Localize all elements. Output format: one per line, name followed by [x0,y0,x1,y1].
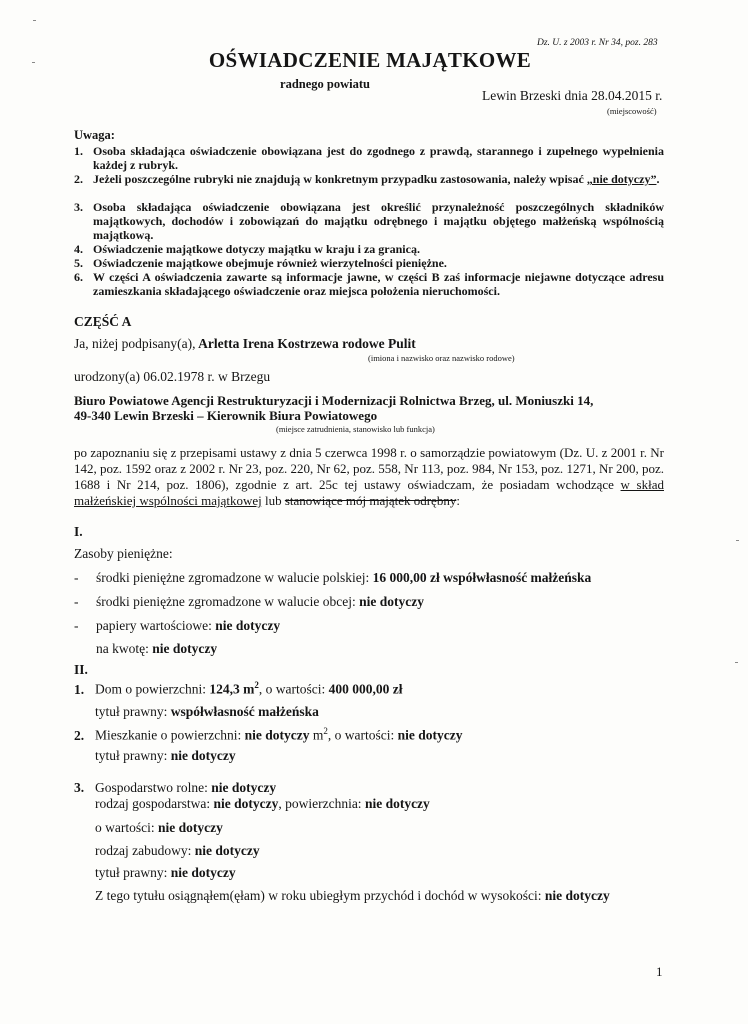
scan-speck [735,662,738,663]
scan-speck [736,540,739,541]
farm-title-line: tytuł prawny: nie dotyczy [95,865,236,880]
note-number: 1. [74,144,83,158]
section-i-heading: I. [74,524,83,539]
struck-separate-property: stanowiące mój majątek odrębny [284,493,457,508]
note-item [74,144,664,172]
declarant-line: Ja, niżej podpisany(a), Arletta Irena Kostrzewa rodowe Pulit [74,336,416,351]
flat-line: 2. Mieszkanie o powierzchni: nie dotyczy $m^2$, o wartości: nie dotyczy [74,726,463,743]
statement-paragraph: po zapoznaniu się z przepisami ustawy z dnia 5 czerwca 1998 r. o samorządzie powiatowym (Dz. U. z 2001 r. Nr 142, poz. 1592 oraz z 2002 r. Nr 23, poz. 220, Nr 62, poz. 558, Nr 113, poz. 984, Nr 153, poz. 1271, Nr 200, poz. 1688 i Nr 214, poz. 1806), zgodnie z art. 25c tej ustawy oświadczam, że posiadam wchodzące w skład małżeńskiej wspólności majątkowej lub stanowiące mój majątek odrębny: [74,445,664,508]
note-item [74,242,664,256]
note-text: Oświadczenie majątkowe obejmuje również wierzytelności pieniężne. [93,256,447,270]
section-ii-heading: II. [74,662,88,677]
note-item [74,200,664,242]
note-number: 4. [74,242,83,256]
employer-caption: (miejsce zatrudnienia, stanowisko lub funkcja) [276,424,435,434]
list-item: - środki pieniężne zgromadzone w walucie obcej: nie dotyczy [74,594,425,609]
name-caption: (imiona i nazwisko oraz nazwisko rodowe) [368,353,515,363]
scan-speck [32,62,35,63]
note-number: 3. [74,200,83,214]
note-text: W części A oświadczenia zawarte są informacje jawne, w części B zaś informacje niejawne dotyczące adresu zamieszkania składającego oświadczenie oraz miejsca położenia nieruchomości. [93,270,664,298]
list-item: - środki pieniężne zgromadzone w walucie polskiej: 16 000,00 zł współwłasność małżeńska [74,570,592,585]
farm-income-line: Z tego tytułu osiągnąłem(ęłam) w roku ubiegłym przychód i dochód w wysokości: nie dotyczy [95,888,610,903]
farm-buildings-line: rodzaj zabudowy: nie dotyczy [95,843,260,858]
part-a-heading: CZĘŚĆ A [74,314,132,329]
note-number: 5. [74,256,83,270]
not-applicable-phrase: „nie dotyczy” [586,172,657,186]
marital-property-phrase: w skład małżeńskiej wspólności majątkowej [74,477,664,508]
cash-resources-heading: Zasoby pieniężne: [74,546,173,561]
page-number: 1 [656,964,663,979]
note-item [74,256,664,270]
declarant-name: Arletta Irena Kostrzewa rodowe Pulit [195,336,416,351]
document-subtitle: radnego powiatu [280,77,370,91]
farm-line: 3. Gospodarstwo rolne: nie dotyczy [74,780,277,795]
note-number: 6. [74,270,83,284]
flat-title-line: tytuł prawny: nie dotyczy [95,748,236,763]
house-line: 1. Dom o powierzchni: 124,3 $m^2$, o wartości: 400 000,00 zł [74,680,403,697]
place-caption: (miejscowość) [607,106,657,116]
farm-value-line: o wartości: nie dotyczy [95,820,223,835]
employer-line: Biuro Powiatowe Agencji Restrukturyzacji i Modernizacji Rolnictwa Brzeg, ul. Moniuszki 14, [74,393,594,408]
legal-reference: Dz. U. z 2003 r. Nr 34, poz. 283 [537,38,658,48]
house-title-line: tytuł prawny: współwłasność małżeńska [95,704,319,719]
note-text: Jeżeli poszczególne rubryki nie znajdują w konkretnym przypadku zastosowania, należy wpisać „nie dotyczy”. [93,172,660,186]
farm-type-line: rodzaj gospodarstwa: nie dotyczy, powierzchnia: nie dotyczy [95,796,430,811]
note-text: Osoba składająca oświadczenie obowiązana jest określić przynależność poszczególnych składników majątkowych, dochodów i zobowiązań do majątku odrębnego i majątku objętego małżeńską wspólnością majątkową. [93,200,664,242]
list-item: - papiery wartościowe: nie dotyczy [74,618,281,633]
employer-line: 49-340 Lewin Brzeski – Kierownik Biura Powiatowego [74,408,378,423]
amount-line: na kwotę: nie dotyczy [96,641,218,656]
document-title: OŚWIADCZENIE MAJĄTKOWE [208,48,532,72]
note-item [74,172,664,186]
note-number: 2. [74,172,83,186]
note-item [74,270,664,298]
notes-heading: Uwaga: [74,128,115,142]
birth-line: urodzony(a) 06.02.1978 r. w Brzegu [74,369,271,384]
place-and-date: Lewin Brzeski dnia 28.04.2015 r. [482,88,663,103]
scan-speck [33,20,36,21]
note-text: Oświadczenie majątkowe dotyczy majątku w kraju i za granicą. [93,242,420,256]
note-text: Osoba składająca oświadczenie obowiązana jest do zgodnego z prawdą, starannego i zupełnego wypełnienia każdej z rubryk. [93,144,664,172]
